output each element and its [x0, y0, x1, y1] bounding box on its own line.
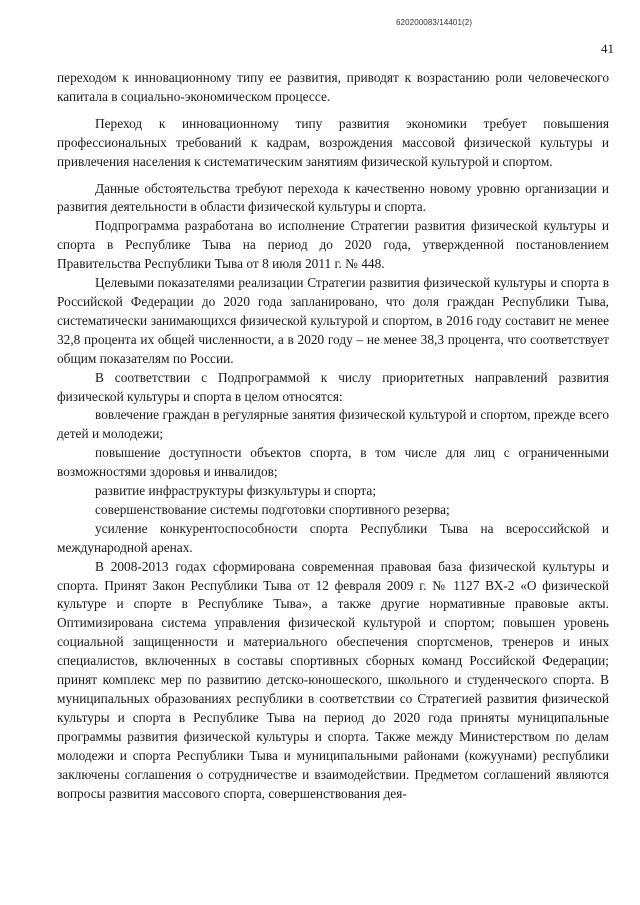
list-item: развитие инфраструктуры физкультуры и спорта; — [95, 483, 377, 499]
paragraph: переходом к инновационному типу ее развития, приводят к возрастанию роли человеческого капитала в социально-экономическом процессе. — [57, 70, 609, 104]
paragraph: В соответствии с Подпрограммой к числу приоритетных направлений развития физической культуры и спорта в целом относятся: — [57, 369, 609, 404]
list-item: вовлечение граждан в регулярные занятия физической культурой и спортом, прежде всего детей и молодежи; — [57, 407, 609, 442]
paragraph: В 2008-2013 годах сформирована современная правовая база физической культуры и спорта. Принят Закон Республики Тыва от 12 февраля 2009 г. № 1127 ВХ-2 «О физической культуре и спорте в Республике Тыва», а также другие нормативные правовые акты. Оптимизирована система управления физической культурой и спортом; повышен уровень социальной защищенности и материального обеспечения спортсменов, тренеров и иных специалистов, включенных в составы спортивных сборных команд Российской Федерации; принят комплекс мер по развитию детско-юношеского, школьного и студенческого спорта. В муниципальных образованиях республики в соответствии со Стратегией развития физической культуры и спорта в Республике Тыва на период до 2020 года приняты муниципальные программы развития физической культуры и спорта. Также между Министерством по делам молодежи и спорта Республики Тыва и муниципальными районами (кожуунами) республики заключены соглашения о сотрудничестве и взаимодействии. Предметом соглашений являются вопросы развития массового спорта, совершенствования дея- — [57, 558, 609, 801]
list-item: совершенствование системы подготовки спортивного резерва; — [95, 501, 450, 517]
paragraph: Переход к инновационному типу развития экономики требует повышения профессиональных требований к кадрам, возрождения массовой физической культуры и привлечения населения к систематическим занятиям физической культурой и спортом. — [57, 115, 609, 169]
list-item: повышение доступности объектов спорта, в том числе для лиц с ограниченными возможностями здоровья и инвалидов; — [57, 445, 609, 480]
list-item: усиление конкурентоспособности спорта Республики Тыва на всероссийской и международной аренах. — [57, 520, 609, 555]
paragraph: Подпрограмма разработана во исполнение Стратегии развития физической культуры и спорта в Республике Тыва на период до 2020 года, утвержденной постановлением Правительства Республики Тыва от 8 июля 2011 г. № 448. — [57, 218, 609, 272]
document-body — [57, 69, 609, 803]
paragraph: Целевыми показателями реализации Стратегии развития физической культуры и спорта в Российской Федерации до 2020 года запланировано, что доля граждан Республики Тыва, систематически занимающихся физической культурой и спортом, в 2016 году составит не менее 32,8 процента их общей численности, а в 2020 году – не менее 38,3 процента, что соответствует общим показателям по России. — [57, 275, 609, 366]
page-number: 41 — [601, 41, 614, 56]
document-code: 620200083/14401(2) — [396, 18, 473, 27]
paragraph: Данные обстоятельства требуют перехода к качественно новому уровню организации и развития деятельности в области физической культуры и спорта. — [57, 180, 609, 215]
